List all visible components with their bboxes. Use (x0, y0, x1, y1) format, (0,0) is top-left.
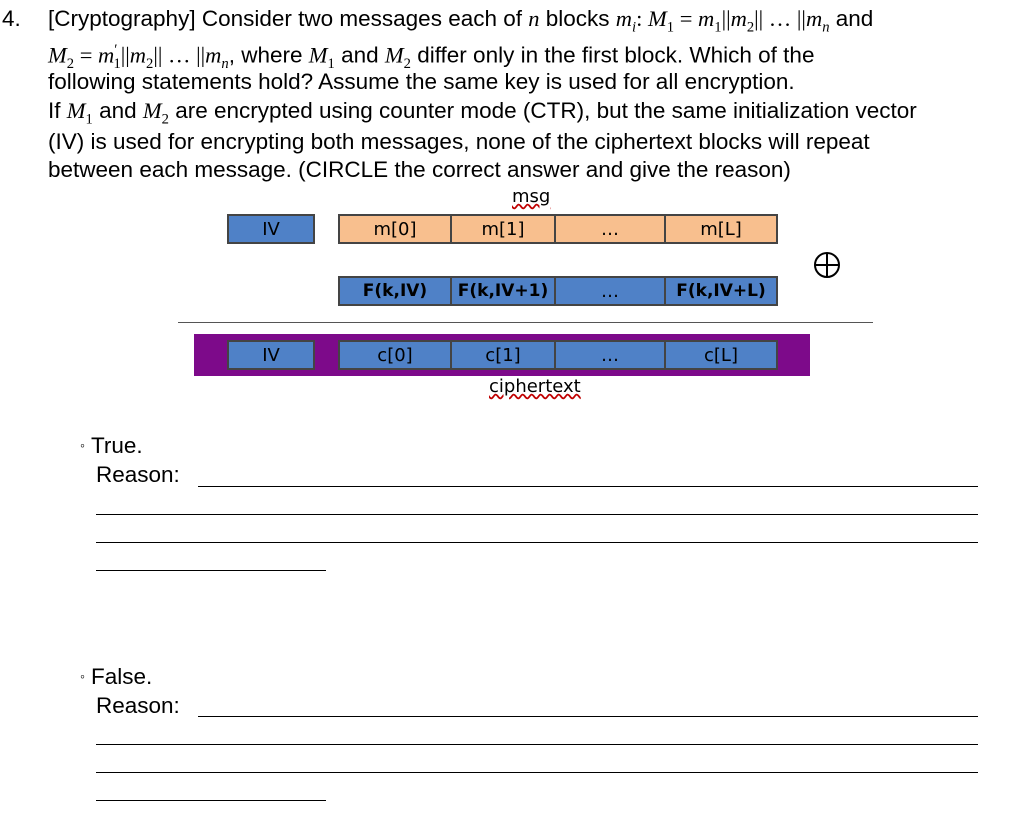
ct-block-ellipsis: … (554, 340, 666, 370)
msg-block-1: m[1] (450, 214, 556, 244)
prf-block-0: F(k,IV) (338, 276, 452, 306)
prf-block-1: F(k,IV+1) (450, 276, 556, 306)
msg-block-last: m[L] (664, 214, 778, 244)
question-line-6: between each message. (CIRCLE the correct answer and give the reason) (48, 157, 791, 182)
reason-label-false: Reason: (96, 693, 180, 718)
prf-block-ellipsis: … (554, 276, 666, 306)
ciphertext-label: ciphertext (489, 376, 581, 397)
reason-label-true: Reason: (96, 462, 180, 487)
answer-line[interactable] (96, 542, 978, 543)
answer-line[interactable] (96, 514, 978, 515)
answer-line[interactable] (96, 800, 326, 801)
ct-block-1: c[1] (450, 340, 556, 370)
bullet-icon: ◦ (80, 668, 85, 684)
msg-label: msg (512, 186, 551, 207)
option-false-label: False. (90, 664, 153, 689)
iv-block-top: IV (227, 214, 315, 244)
option-true[interactable] (80, 433, 143, 459)
question-tag: [Cryptography] (48, 6, 196, 31)
divider-line (178, 322, 873, 323)
ct-block-last: c[L] (664, 340, 778, 370)
question-number: 4. (2, 6, 21, 31)
question-line-3: following statements hold? Assume the same key is used for all encryption. (48, 69, 795, 94)
answer-line[interactable] (96, 570, 326, 571)
ct-block-0: c[0] (338, 340, 452, 370)
xor-icon (810, 248, 844, 282)
question-line-4: If $M_1$ and $M_2$ are encrypted using counter mode (CTR), but the same initialization vector (48, 98, 917, 128)
answer-line[interactable] (198, 486, 978, 487)
question-line-1: [Cryptography] Consider two messages each of n blocks $m_i$: $M_1 = m_1||m_2||$ … $||m_n$ and (48, 6, 874, 36)
option-false[interactable] (80, 664, 152, 690)
question-line-2: $M_2 = m'_1||m_2||$ … $||m_n$, where $M_1$ and $M_2$ differ only in the first block. Which of the (48, 42, 815, 72)
bullet-icon: ◦ (80, 437, 85, 453)
answer-line[interactable] (96, 744, 978, 745)
msg-block-ellipsis: … (554, 214, 666, 244)
msg-block-0: m[0] (338, 214, 452, 244)
answer-line[interactable] (198, 716, 978, 717)
option-true-label: True. (90, 433, 143, 458)
answer-line[interactable] (96, 772, 978, 773)
iv-block-bottom: IV (227, 340, 315, 370)
prf-block-last: F(k,IV+L) (664, 276, 778, 306)
question-line-5: (IV) is used for encrypting both messages, none of the ciphertext blocks will repeat (48, 129, 870, 154)
